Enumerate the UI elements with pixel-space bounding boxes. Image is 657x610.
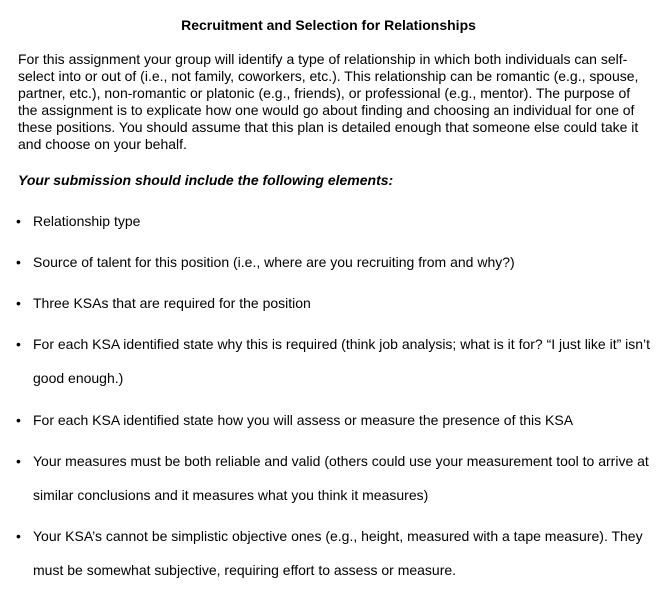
bullet-icon: • <box>16 213 21 229</box>
list-item-text: For each KSA identified state how you will assess or measure the presence of this KSA <box>33 412 574 428</box>
bullet-icon: • <box>16 336 21 352</box>
list-item-text: Source of talent for this position (i.e., where are you recruiting from and why?) <box>33 254 515 270</box>
bullet-icon: • <box>16 295 21 311</box>
bullet-icon: • <box>16 453 21 469</box>
bullet-icon: • <box>16 254 21 270</box>
list-item-text: Relationship type <box>33 213 141 229</box>
bullet-icon: • <box>16 412 21 428</box>
list-item-text: Your KSA’s cannot be simplistic objective ones (e.g., height, measured with a tape measure). They must be somewhat subjective, requiring effort to assess or measure. <box>33 528 643 578</box>
intro-paragraph: For this assignment your group will identify a type of relationship in which both individuals can self-select into or out of (i.e., not family, coworkers, etc.). This relationship can be romantic (e.g., spouse, partner, etc.), non-romantic or platonic (e.g., friends), or professional (e.g., mentor). The purpose of the assignment is to explicate how one would go about finding and choosing an individual for one of these positions. You should assume that this plan is detailed enough that someone else could take it and choose on your behalf. <box>18 51 639 152</box>
list-item-text: For each KSA identified state why this is required (think job analysis; what is it for? “I just like it” isn’t good enough.) <box>33 336 651 386</box>
list-item-text: Your measures must be both reliable and valid (others could use your measurement tool to arrive at similar conclusions and it measures what you think it measures) <box>33 453 649 503</box>
bullet-icon: • <box>16 528 21 544</box>
submission-instruction: Your submission should include the following elements: <box>18 172 394 188</box>
document-title: Recruitment and Selection for Relationships <box>181 17 476 33</box>
list-item-text: Three KSAs that are required for the position <box>33 295 311 311</box>
